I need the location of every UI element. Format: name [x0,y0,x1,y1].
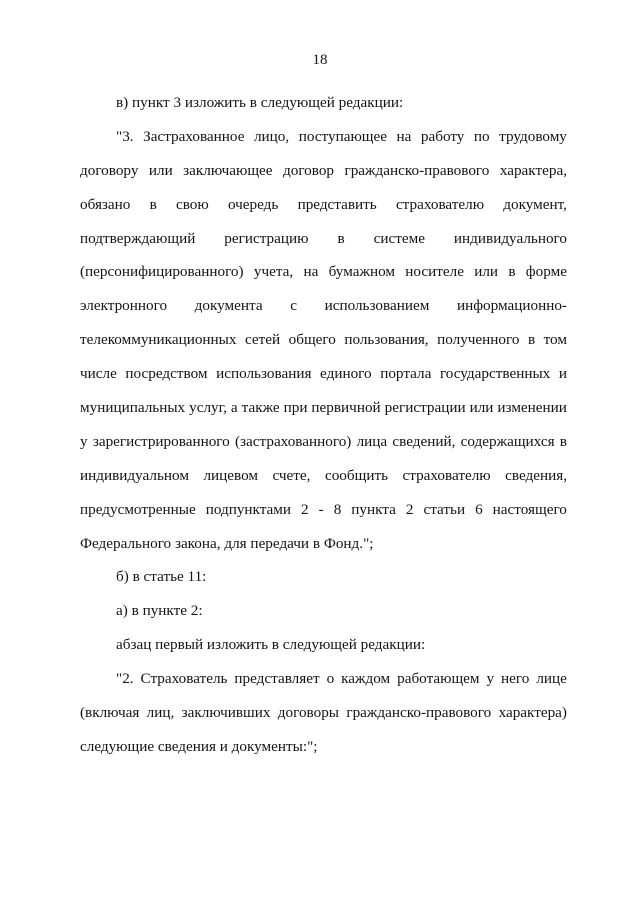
word: индивидуальном [80,466,189,484]
word: (включая [80,704,140,722]
word: использованием [324,297,430,315]
word: в) пункт 3 изложить в следующей редакции: [116,94,404,111]
word: и [558,365,567,383]
word: представляет [234,670,320,688]
word: первичной [311,399,381,417]
word: 6 [475,500,483,518]
word: на [303,263,319,281]
word: характера, [499,161,567,179]
word: посредством [125,365,208,383]
document-body [80,86,567,764]
word: числе [80,365,117,383]
paragraph-article-11 [80,560,567,594]
word: каждом [341,670,391,688]
word: работу [420,127,465,145]
text-line [80,154,567,188]
text-line [80,527,567,561]
word: на [396,127,412,145]
word: гражданско-правового [344,161,490,179]
word: лицевом [203,466,258,484]
word: информационно- [456,297,567,315]
word: договоры [277,704,340,722]
word: 8 [333,500,342,518]
word: страхователю [402,466,491,484]
word: Страхователь [140,670,228,688]
word: сетей [244,331,281,349]
word: единого [320,365,372,383]
word: сведения, [505,466,567,484]
word: страхователю [395,195,485,213]
word: предусмотренные [80,500,196,518]
word: телекоммуникационных [80,331,237,349]
word: сведений, [392,432,456,450]
word: - [318,500,324,518]
word: "3. [116,127,134,145]
word: использования [216,365,312,383]
word: услуг, [189,399,227,417]
text-line [80,86,567,120]
word: подтверждающий [80,229,196,247]
word: учета, [253,263,294,281]
word: договор [283,161,335,179]
word: в [337,229,345,247]
text-line [80,391,567,425]
text-line [80,493,567,527]
word: а) в пункте 2: [116,602,203,620]
word: регистрации [384,399,466,417]
word: Застрахованное [143,127,245,145]
word: "2. [116,670,134,688]
paragraph-quoted-point-2 [80,662,567,764]
word: общего [288,331,336,349]
word: у [80,432,88,450]
word: представить [297,195,377,213]
word: лице [536,670,567,688]
text-line [80,560,567,594]
word: статьи [423,500,466,518]
word: системе [373,229,425,247]
word: заключающее [183,161,273,179]
word: изменении [497,399,567,417]
word: следующие сведения и документы:"; [80,737,318,755]
word: или [474,263,499,281]
page-number: 18 [312,52,328,68]
text-line [80,289,567,323]
word: у [486,670,495,688]
word: 2 [405,500,414,518]
text-line [80,696,567,730]
word: регистрацию [224,229,309,247]
text-line [80,323,567,357]
word: свою [176,195,209,213]
word: очередь [227,195,279,213]
word: электронного [80,297,168,315]
word: лица [356,432,388,450]
word: заключивших [181,704,271,722]
word: подпунктами [205,500,292,518]
word: абзац первый изложить в следующей редакции: [116,636,426,654]
text-line [80,628,567,662]
word: счете, [272,466,311,484]
word: в [527,331,536,349]
text-line [80,120,567,154]
text-line [80,357,567,391]
word: содержащихся [460,432,555,450]
word: или [469,399,494,417]
word: работающем [397,670,480,688]
paragraph-first-abzac [80,628,567,662]
word: лицо, [253,127,290,145]
word: муниципальных [80,399,186,417]
word: с [290,297,297,315]
paragraph-quoted-point-3 [80,120,567,561]
word: (персонифицированного) [80,263,244,281]
word: обязано [80,195,131,213]
word: гражданско-правового [346,704,492,722]
word: также [241,399,280,417]
word: о [326,670,335,688]
word: документа [194,297,263,315]
word: документ, [503,195,567,213]
word: характера) [498,704,567,722]
text-line [80,425,567,459]
word: трудовому [499,127,567,145]
word: полученного [437,331,520,349]
paragraph-point-2 [80,594,567,628]
word: пользования, [344,331,429,349]
word: него [501,670,530,688]
paragraph-amend-point-3 [80,86,567,120]
word: Федерального закона, для передачи в Фонд."; [80,534,374,552]
word: носителе [405,263,464,281]
word: форме [525,263,567,281]
word: б) в статье 11: [116,568,207,586]
word: портала [380,365,432,383]
word: пункта [351,500,396,518]
text-line [80,662,567,696]
word: при [283,399,308,417]
word: или [148,161,173,179]
text-line [80,222,567,256]
word: сообщить [324,466,389,484]
word: настоящего [492,500,567,518]
text-line [80,594,567,628]
text-line [80,459,567,493]
text-line [80,730,567,764]
word: лиц, [146,704,175,722]
word: том [543,331,567,349]
word: а [230,399,238,417]
text-line [80,188,567,222]
word: в [508,263,516,281]
word: 2 [301,500,309,518]
word: зарегистрированного [92,432,230,450]
word: государственных [439,365,551,383]
word: индивидуального [453,229,567,247]
word: поступающее [298,127,387,145]
word: бумажном [328,263,395,281]
word: (застрахованного) [234,432,352,450]
word: по [473,127,490,145]
word: в [559,432,567,450]
word: в [149,195,157,213]
word: договору [80,161,139,179]
text-line [80,255,567,289]
